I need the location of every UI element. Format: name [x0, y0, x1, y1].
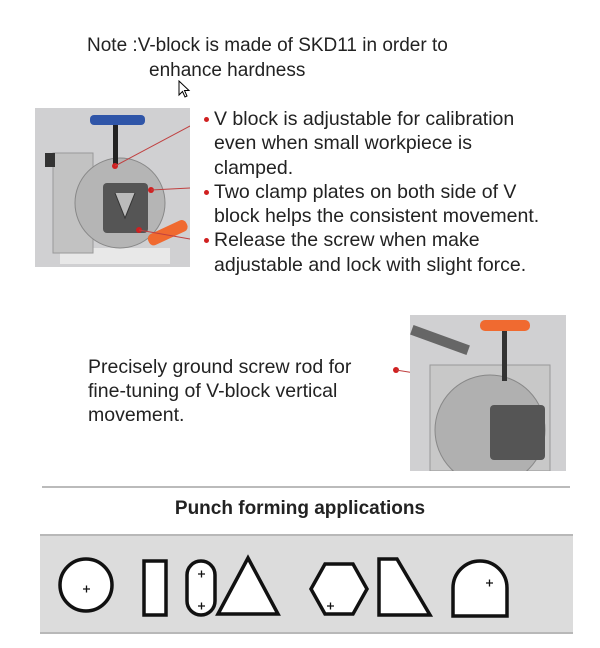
- punch-shapes-panel: [40, 534, 573, 634]
- punch-shapes: [40, 536, 573, 632]
- section-divider: [42, 486, 570, 488]
- trapezoid-shape: [379, 559, 430, 615]
- section-title: Punch forming applications: [174, 498, 426, 519]
- v-block-image: [35, 108, 190, 267]
- bullet-line: V block is adjustable for calibration: [214, 108, 515, 130]
- bullet-line: adjustable and lock with slight force.: [214, 253, 527, 276]
- screw-rod-photo: [410, 315, 566, 471]
- triangle-shape: [218, 558, 278, 614]
- screw-rod-image: [410, 315, 566, 471]
- text-line: Precisely ground screw rod for: [88, 356, 352, 378]
- bullet-line: Two clamp plates on both side of V: [214, 180, 517, 203]
- note-line: enhance hardness: [149, 60, 306, 81]
- screw-rod-text: [88, 355, 351, 427]
- bullet-line: even when small workpiece is: [214, 132, 472, 155]
- d-shape: [453, 561, 507, 616]
- mouse-cursor-icon: [178, 80, 192, 100]
- bullet-item: [204, 228, 594, 252]
- text-line: fine-tuning of V-block vertical: [88, 380, 338, 402]
- hexagon-shape: [311, 564, 367, 614]
- circle-shape: [60, 559, 112, 611]
- note-text: [87, 33, 448, 83]
- text-line: movement.: [88, 404, 185, 426]
- bullet-item: [204, 180, 594, 204]
- note-line: Note :V-block is made of SKD11 in order to: [87, 35, 448, 56]
- feature-bullet-list: [204, 107, 594, 277]
- v-block-photo: [35, 108, 190, 267]
- rectangle-shape: [144, 561, 166, 615]
- bullet-line: block helps the consistent movement.: [214, 205, 540, 228]
- bullet-line: Release the screw when make: [214, 229, 480, 252]
- bullet-line: clamped.: [214, 156, 294, 179]
- bullet-item: [204, 107, 594, 131]
